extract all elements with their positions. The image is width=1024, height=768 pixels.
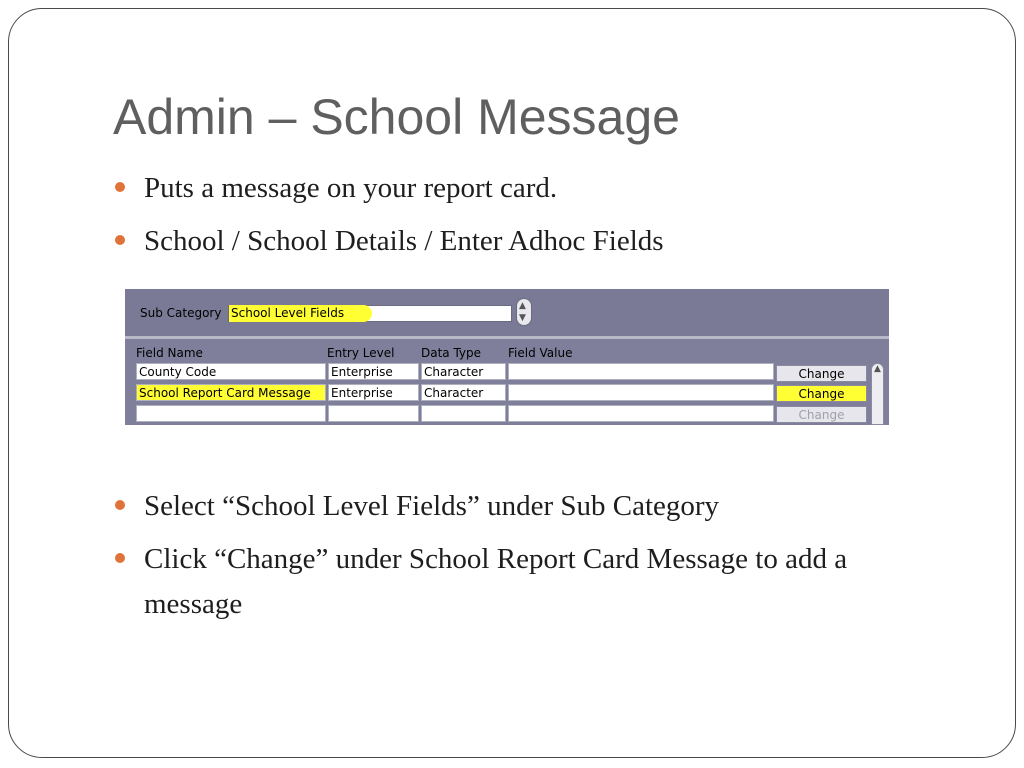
field-name-cell[interactable] <box>136 405 326 422</box>
field-name-cell[interactable]: School Report Card Message <box>136 384 326 401</box>
sub-category-select[interactable] <box>228 305 512 322</box>
bullet-dot-icon <box>115 553 125 563</box>
change-button[interactable]: Change <box>776 385 867 402</box>
vertical-scrollbar[interactable] <box>871 363 884 425</box>
bullet-continuation <box>144 582 242 626</box>
bullet-item <box>144 219 664 263</box>
change-button[interactable]: Change <box>776 365 867 382</box>
bullet-text: message <box>144 588 243 620</box>
field-value-cell[interactable] <box>508 363 774 380</box>
data-type-cell[interactable]: Character <box>421 363 506 380</box>
bullet-item <box>144 537 847 581</box>
field-value-cell[interactable] <box>508 384 774 401</box>
entry-level-cell[interactable] <box>328 405 419 422</box>
bullet-text: Click “Change” under School Report Card Message to add a <box>144 543 848 575</box>
data-type-cell[interactable]: Character <box>421 384 506 401</box>
sub-category-value: School Level Fields <box>229 305 372 322</box>
entry-level-cell[interactable]: Enterprise <box>328 363 419 380</box>
field-value-cell[interactable] <box>508 405 774 422</box>
spinner-arrows-icon[interactable] <box>516 298 532 326</box>
adhoc-fields-screenshot <box>125 289 889 425</box>
arrow-up-icon[interactable]: ▲ <box>519 301 526 311</box>
bullet-text: Puts a message on your report card. <box>144 172 558 204</box>
scroll-up-icon[interactable]: ▲ <box>874 364 881 374</box>
bullet-item <box>144 484 719 528</box>
field-name-cell[interactable]: County Code <box>136 363 326 380</box>
bullet-dot-icon <box>115 235 125 245</box>
arrow-down-icon[interactable]: ▼ <box>519 313 526 323</box>
bullet-text: Select “School Level Fields” under Sub Category <box>144 490 720 522</box>
bullet-text: School / School Details / Enter Adhoc Fields <box>144 225 664 257</box>
bullet-item <box>144 166 557 210</box>
column-header-field-name: Field Name <box>136 346 203 360</box>
slide-title: Admin – School Message <box>113 89 680 145</box>
bullet-dot-icon <box>115 500 125 510</box>
sub-category-label: Sub Category <box>140 306 222 320</box>
column-header-field-value: Field Value <box>508 346 573 360</box>
data-type-cell[interactable] <box>421 405 506 422</box>
entry-level-cell[interactable]: Enterprise <box>328 384 419 401</box>
column-header-entry-level: Entry Level <box>327 346 395 360</box>
bullet-dot-icon <box>115 182 125 192</box>
change-button-disabled: Change <box>776 406 867 423</box>
column-header-data-type: Data Type <box>421 346 482 360</box>
